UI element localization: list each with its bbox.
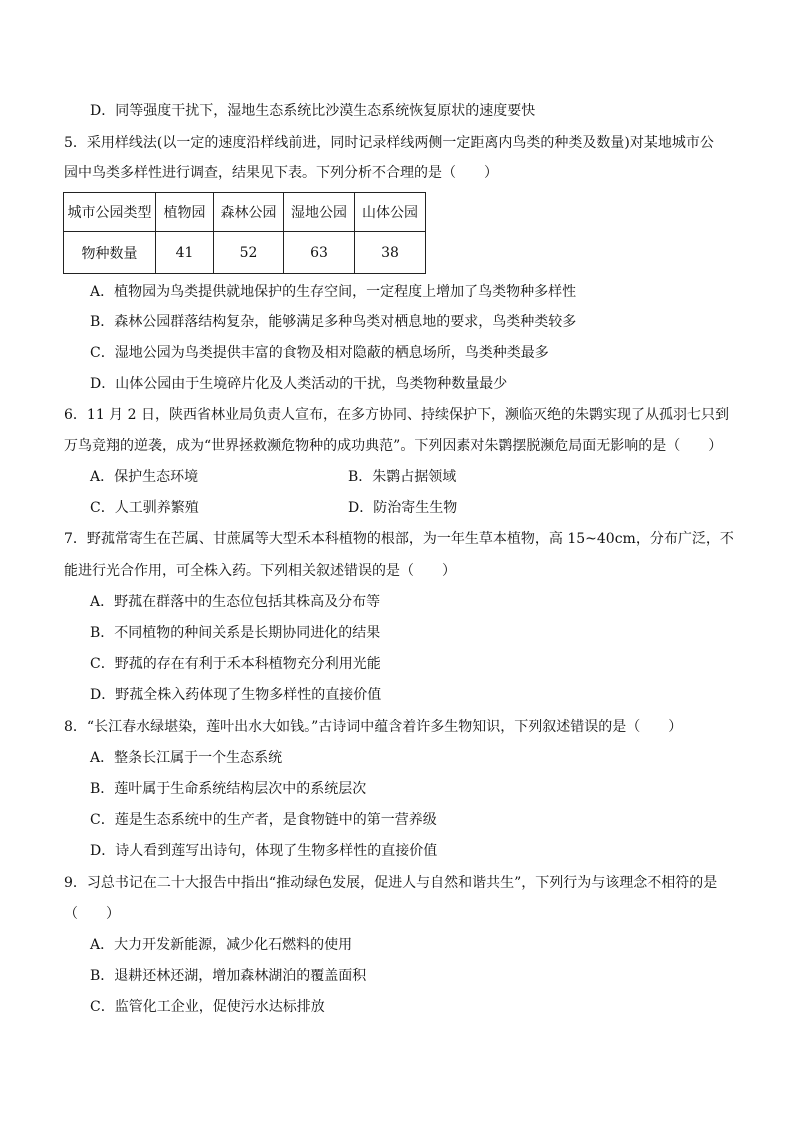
q5-option-a: A．植物园为鸟类提供就地保护的生存空间，一定程度上增加了鸟类物种多样性 — [90, 284, 577, 300]
q8-option-a: A．整条长江属于一个生态系统 — [90, 750, 283, 766]
table-row — [64, 232, 426, 274]
q7-option-a: A．野菰在群落中的生态位包括其株高及分布等 — [90, 594, 381, 610]
q6-option-b: B．朱鹮占据领域 — [348, 469, 457, 485]
table-row-label: 物种数量 — [64, 232, 156, 274]
q7-option-c: C．野菰的存在有利于禾本科植物充分利用光能 — [90, 656, 381, 672]
table-column-header: 森林公园 — [214, 193, 284, 232]
q9-option-c: C．监管化工企业，促使污水达标排放 — [90, 999, 325, 1015]
q4-option-d: D．同等强度干扰下，湿地生态系统比沙漠生态系统恢复原状的速度要快 — [90, 103, 536, 119]
q9-stem-line-1: 9．习总书记在二十大报告中指出“推动绿色发展，促进人与自然和谐共生”，下列行为与该理念不相符的是 — [64, 875, 718, 891]
q6-stem-line-1: 6．11 月 2 日，陕西省林业局负责人宣布，在多方协同、持续保护下，濒临灭绝的朱鹮实现了从孤羽七只到 — [64, 407, 729, 423]
q8-option-d: D．诗人看到莲写出诗句，体现了生物多样性的直接价值 — [90, 843, 438, 859]
q6-option-c: C．人工驯养繁殖 — [90, 500, 199, 516]
q6-option-a: A．保护生态环境 — [90, 469, 199, 485]
table-column-header: 山体公园 — [355, 193, 426, 232]
q8-option-c: C．莲是生态系统中的生产者，是食物链中的第一营养级 — [90, 812, 437, 828]
q7-stem-line-1: 7．野菰常寄生在芒属、甘蔗属等大型禾本科植物的根部，为一年生草本植物，高 15~40cm，分布广泛，不 — [64, 531, 734, 547]
table-cell: 41 — [156, 232, 214, 274]
table-cell: 38 — [355, 232, 426, 274]
q5-option-b: B．森林公园群落结构复杂，能够满足多种鸟类对栖息地的要求，鸟类种类较多 — [90, 314, 577, 330]
q5-option-d: D．山体公园由于生境碎片化及人类活动的干扰，鸟类物种数量最少 — [90, 376, 508, 392]
bird-diversity-table — [63, 192, 426, 274]
q6-stem-line-2: 万鸟竞翔的逆袭，成为“世界拯救濒危物种的成功典范”。下列因素对朱鹮摆脱濒危局面无影响的是（ ） — [64, 438, 723, 454]
q9-option-b: B．退耕还林还湖，增加森林湖泊的覆盖面积 — [90, 968, 367, 984]
q5-stem-line-2: 园中鸟类多样性进行调查，结果见下表。下列分析不合理的是（ ） — [64, 165, 498, 181]
table-cell: 52 — [214, 232, 284, 274]
table-cell: 63 — [284, 232, 355, 274]
table-header-label: 城市公园类型 — [64, 193, 156, 232]
q5-stem-line-1: 5．采用样线法(以一定的速度沿样线前进，同时记录样线两侧一定距离内鸟类的种类及数量)对某地城市公 — [64, 135, 714, 151]
table-column-header: 植物园 — [156, 193, 214, 232]
q6-option-d: D．防治寄生生物 — [348, 500, 458, 516]
q9-stem-line-2: （ ） — [64, 906, 120, 922]
q9-option-a: A．大力开发新能源，减少化石燃料的使用 — [90, 937, 353, 953]
table-header-row — [64, 193, 426, 232]
q7-option-b: B．不同植物的种间关系是长期协同进化的结果 — [90, 625, 381, 641]
q7-stem-line-2: 能进行光合作用，可全株入药。下列相关叙述错误的是（ ） — [64, 563, 456, 579]
q7-option-d: D．野菰全株入药体现了生物多样性的直接价值 — [90, 687, 382, 703]
q8-stem-line-1: 8．“长江春水绿堪染，莲叶出水大如钱。”古诗词中蕴含着许多生物知识，下列叙述错误的是（ ） — [64, 719, 683, 735]
table-column-header: 湿地公园 — [284, 193, 355, 232]
q5-option-c: C．湿地公园为鸟类提供丰富的食物及相对隐蔽的栖息场所，鸟类种类最多 — [90, 345, 549, 361]
q8-option-b: B．莲叶属于生命系统结构层次中的系统层次 — [90, 781, 367, 797]
